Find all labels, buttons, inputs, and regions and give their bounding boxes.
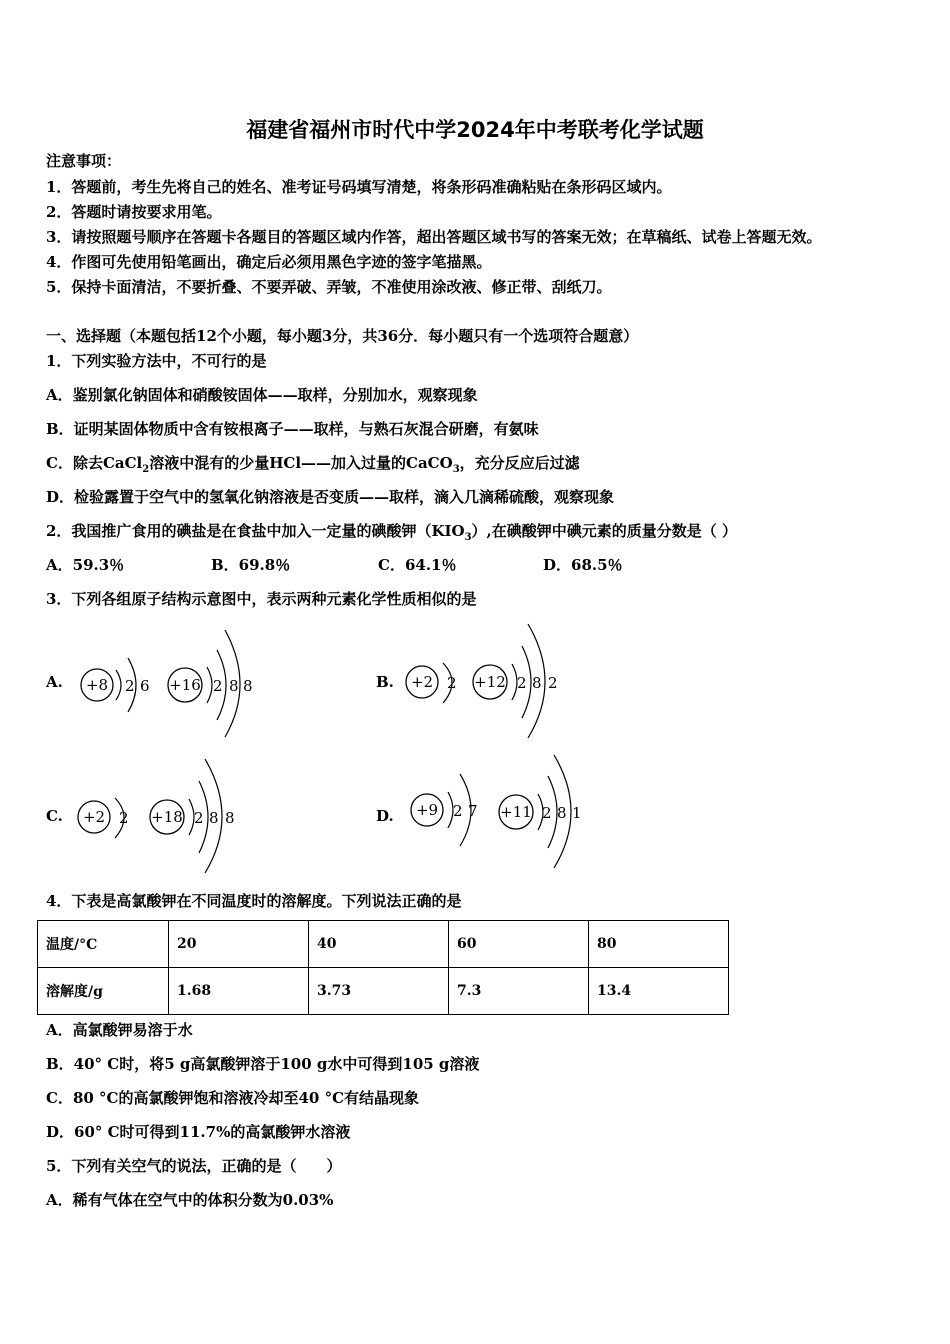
q2-option-a: A．59.3％	[46, 556, 125, 574]
nucleus-charge: +2	[410, 673, 434, 691]
nucleus-charge: +12	[474, 673, 506, 691]
shell-count: 2	[213, 677, 223, 695]
nucleus-charge: +18	[151, 808, 183, 826]
shell-count: 2	[119, 809, 129, 827]
q3-label-b: B.	[376, 673, 394, 691]
q5-stem: 5．下列有关空气的说法，正确的是（ ）	[46, 1157, 342, 1175]
q1-option-c: C．除去CaCl$_2$溶液中混有的少量HCl——加入过量的CaCO$_3$，充分反应后过滤	[46, 454, 580, 475]
shell-count: 2	[542, 804, 552, 822]
shell-count: 8	[532, 674, 542, 692]
shell-count: 2	[194, 809, 204, 827]
q1-stem: 1．下列实验方法中，不可行的是	[46, 352, 267, 370]
table-cell: 20	[169, 921, 309, 968]
shell-count: 8	[557, 804, 567, 822]
shell-count: 2	[548, 674, 558, 692]
shell-count: 8	[209, 809, 219, 827]
q1-option-a: A．鉴别氯化钠固体和硝酸铵固体——取样，分别加水，观察现象	[46, 386, 478, 404]
atom-diagram-b2	[470, 620, 565, 740]
atom-diagram-d2	[496, 752, 591, 872]
nucleus-charge: +16	[169, 676, 201, 694]
q1-option-d: D．检验露置于空气中的氢氧化钠溶液是否变质——取样，滴入几滴稀硫酸，观察现象	[46, 488, 615, 506]
q4-stem: 4．下表是高氯酸钾在不同温度时的溶解度。下列说法正确的是	[46, 892, 462, 910]
table-cell: 40	[309, 921, 449, 968]
table-row	[38, 921, 729, 968]
nucleus-charge: +11	[500, 803, 532, 821]
shell-count: 8	[225, 809, 235, 827]
q2-option-b: B．69.8％	[211, 556, 291, 574]
section-heading: 一、选择题（本题包括12个小题，每小题3分，共36分．每小题只有一个选项符合题意）	[46, 327, 639, 345]
nucleus-charge: +9	[415, 801, 439, 819]
atom-diagram-a1	[78, 650, 158, 720]
q2-option-c: C．64.1％	[378, 556, 457, 574]
shell-count: 2	[125, 677, 135, 695]
q4-option-d: D．60° C时可得到11.7%的高氯酸钾水溶液	[46, 1123, 351, 1141]
solubility-table	[37, 920, 729, 1015]
q1-option-b: B．证明某固体物质中含有铵根离子——取样，与熟石灰混合研磨，有氨味	[46, 420, 539, 438]
table-cell: 7.3	[449, 968, 589, 1015]
table-cell: 60	[449, 921, 589, 968]
shell-count: 2	[517, 674, 527, 692]
q4-option-b: B．40° C时，将5 g高氯酸钾溶于100 g水中可得到105 g溶液	[46, 1055, 480, 1073]
notice-heading: 注意事项：	[46, 152, 122, 170]
q4-option-a: A．高氯酸钾易溶于水	[46, 1021, 193, 1039]
table-cell: 3.73	[309, 968, 449, 1015]
atom-diagram-c2	[147, 755, 242, 875]
atom-diagram-c1	[75, 790, 135, 845]
q3-label-d: D.	[376, 807, 394, 825]
shell-count: 8	[229, 677, 239, 695]
q2-option-d: D．68.5％	[543, 556, 623, 574]
notice-item-3: 3．请按照题号顺序在答题卡各题目的答题区域内作答，超出答题区域书写的答案无效；在草稿纸、试卷上答题无效。	[46, 228, 822, 246]
nucleus-charge: +2	[82, 808, 106, 826]
q5-option-a: A．稀有气体在空气中的体积分数为0.03%	[46, 1191, 334, 1209]
table-cell: 1.68	[169, 968, 309, 1015]
table-cell: 溶解度/g	[38, 968, 169, 1015]
q2-stem: 2．我国推广食用的碘盐是在食盐中加入一定量的碘酸钾$(KIO_3)$,在碘酸钾中碘元素的质量分数是（ ）	[46, 522, 737, 543]
shell-count: 2	[447, 674, 457, 692]
shell-count: 6	[140, 677, 150, 695]
table-cell: 温度/°C	[38, 921, 169, 968]
atom-diagram-a2	[165, 625, 260, 740]
notice-item-5: 5．保持卡面清洁，不要折叠、不要弄破、弄皱，不准使用涂改液、修正带、刮纸刀。	[46, 278, 612, 296]
page-title: 福建省福州市时代中学2024年中考联考化学试题	[246, 118, 704, 142]
shell-count: 2	[453, 802, 463, 820]
nucleus-charge: +8	[85, 676, 109, 694]
table-row	[38, 968, 729, 1015]
table-cell: 80	[589, 921, 729, 968]
shell-count: 7	[468, 802, 478, 820]
q3-label-a: A.	[46, 673, 63, 691]
notice-item-1: 1．答题前，考生先将自己的姓名、准考证号码填写清楚，将条形码准确粘贴在条形码区域内。	[46, 178, 672, 196]
atom-diagram-b1	[403, 655, 463, 710]
shell-count: 8	[243, 677, 253, 695]
q3-label-c: C.	[46, 807, 63, 825]
table-cell: 13.4	[589, 968, 729, 1015]
shell-count: 1	[572, 804, 582, 822]
notice-item-2: 2．答题时请按要求用笔。	[46, 203, 222, 221]
q4-option-c: C．80 °C的高氯酸钾饱和溶液冷却至40 °C有结晶现象	[46, 1089, 420, 1107]
q3-stem: 3．下列各组原子结构示意图中，表示两种元素化学性质相似的是	[46, 590, 477, 608]
notice-item-4: 4．作图可先使用铅笔画出，确定后必须用黑色字迹的签字笔描黑。	[46, 253, 492, 271]
atom-diagram-d1	[408, 770, 488, 850]
